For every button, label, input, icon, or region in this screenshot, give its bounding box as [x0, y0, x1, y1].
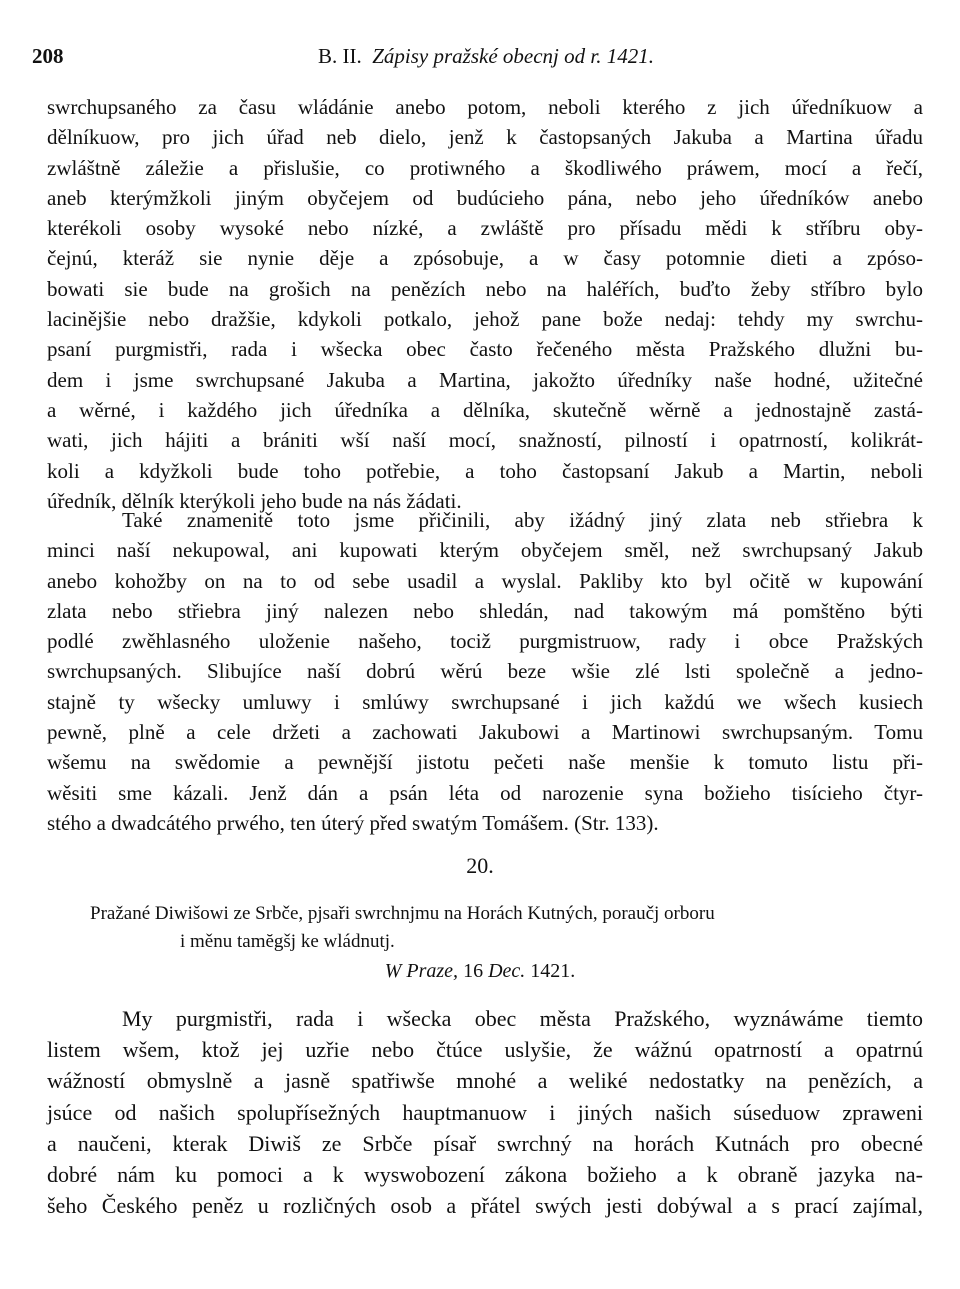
text-line: Pražané Diwišowi ze Srbče, pjsaři swrchnjmu na Horách Kutných, poraučj orboru [90, 903, 715, 924]
dateline-month: Dec. [488, 960, 526, 982]
text-line: My purgmistři, rada i wšecka obec města Pražského, wyznáwáme tiemto [122, 1006, 923, 1031]
text-line: pewně, plně a cele držeti a zachowati Jakubowi a Martinowi swrchupsaným. Tomu [47, 720, 923, 745]
text-line: stého a dwadcátého prwého, ten úterý před swatým Tomášem. (Str. 133). [47, 810, 659, 835]
dateline-place: W Praze, [384, 960, 459, 982]
text-line: zwláštně záležie a přislušie, co protiwného a škodliwého práwem, mocí a řečí, [47, 155, 923, 180]
text-line: psaní purgmistři, rada i wšecka obec často řečeného města Pražského dlužni bu- [47, 337, 923, 362]
text-line: koli a kdyžkoli bude toho potřebie, a toho častopsaní Jakub a Martin, neboli [47, 458, 923, 483]
text-line: podlé zwěhlasného uloženie našeho, tociž purgmistruow, rady i obce Pražských [47, 629, 923, 654]
dateline-year: 1421. [530, 960, 576, 982]
running-head-volume: B. II. [318, 44, 362, 68]
text-line: wati, jich hájiti a brániti wší naší mocí, snažností, pilností i opatrností, kolikrát- [47, 428, 923, 453]
document-number: 20. [466, 853, 494, 878]
text-line: wěsiti sme kázali. Jenž dán a psán léta od narozenie syna božieho tisícieho čtyr- [47, 780, 923, 805]
text-line: stajně ty wšecky umluwy i smlúwy swrchupsané i jich každú we wšech kusiech [47, 689, 923, 714]
running-head-title: Zápisy pražské obecnj od r. 1421. [372, 44, 654, 68]
text-line: wážností obmyslně a jasně spatřiwše mnohé a weliké nedostatky na penězích, a [47, 1068, 923, 1094]
dateline-day: 16 [463, 960, 484, 982]
text-line: šeho Českého peněz u rozličných osob a přátel swých jesti dobýwal a s prací zajímal, [47, 1193, 923, 1219]
text-line: a naučeni, kterak Diwiš ze Srbče písař swrchný na horách Kutnách pro obecné [47, 1130, 923, 1156]
text-line: zlata nebo střiebra jiný nalezen nebo shledán, nad takowým má pomštěno býti [47, 598, 923, 623]
text-line: a wěrné, i každého jich úředníka a dělníka, skutečně wěrně a jednostajně zastá- [47, 397, 923, 422]
text-line: listem wšem, ktož jej uzřie nebo čtúce uslyšie, že wážnú opatrností a opatrnú [47, 1037, 923, 1063]
text-line: swrchupsaných. Slibujíce naší dobrú wěrú beze wšie zlé lsti společně a jedno- [47, 659, 923, 684]
page-header [32, 44, 932, 76]
text-line: bowati sie bude na grošich na penězích nebo na haléřích, buďto žeby stříbro bylo [47, 276, 923, 301]
text-line: jsúce od našich spolupřísežných hauptmanuow i jiných našich súseduow zprawenі [47, 1099, 923, 1125]
text-line: wšemu na swědomie a pewnější jistotu pečeti naše menšie k tomuto listu při- [47, 750, 923, 775]
text-line: dem i jsme swrchupsané Jakuba a Martina, jakožto úředníky naše hodné, užitečné [47, 367, 923, 392]
paragraph-3 [47, 1003, 923, 1221]
text-line: anebo kohožby on na to od sebe usadil a wyslal. Pakliby kto byl očitě w kupowání [47, 568, 923, 593]
text-line: swrchupsaného za času wládánie anebo potom, neboli kterého z jich úředníkuow a [47, 95, 923, 119]
paragraph-2 [47, 505, 923, 838]
text-line: úředník, dělník kterýkoli jeho bude na nás žádati. [47, 488, 462, 513]
text-line: dělníkuow, pro jich úřad neb dielo, jenž k častopsaných Jakuba a Martina úřadu [47, 125, 923, 150]
text-line: čejnú, kteráž sie nynie děje a zpósobuje, a w časy potomnie dieti a zpóso- [47, 246, 923, 271]
text-line: i měnu tamĕgšj ke wládnutj. [180, 931, 395, 952]
text-line: Také znamenitě toto jsme přičinili, aby ižádný jiný zlata neb střiebra k [122, 508, 923, 532]
text-line: aneb kterýmžkoli jiným obyčejem od budúcieho pána, nebo jeho úředníków anebo [47, 185, 923, 210]
page-number: 208 [32, 44, 64, 68]
running-head [318, 44, 654, 69]
paragraph-1 [47, 92, 923, 516]
text-line: kterékoli osoby wysoké nebo nízké, a zwláště pro přísadu mědi k stříbru oby- [47, 216, 923, 241]
text-line: dobré nám ku pomoci a k wyswobození zákona božieho a k obraně jazyka na- [47, 1162, 923, 1188]
text-line: minci naší nekupowal, ani kupowati kterým obyčejem směl, než swrchupsaný Jakub [47, 538, 923, 563]
document-summary [90, 900, 930, 956]
text-line: lacinějšie nebo dražšie, kdykoli potkalo, jehož pane bože nedaj: tehdy my swrchu- [47, 307, 923, 332]
dateline [0, 960, 960, 983]
